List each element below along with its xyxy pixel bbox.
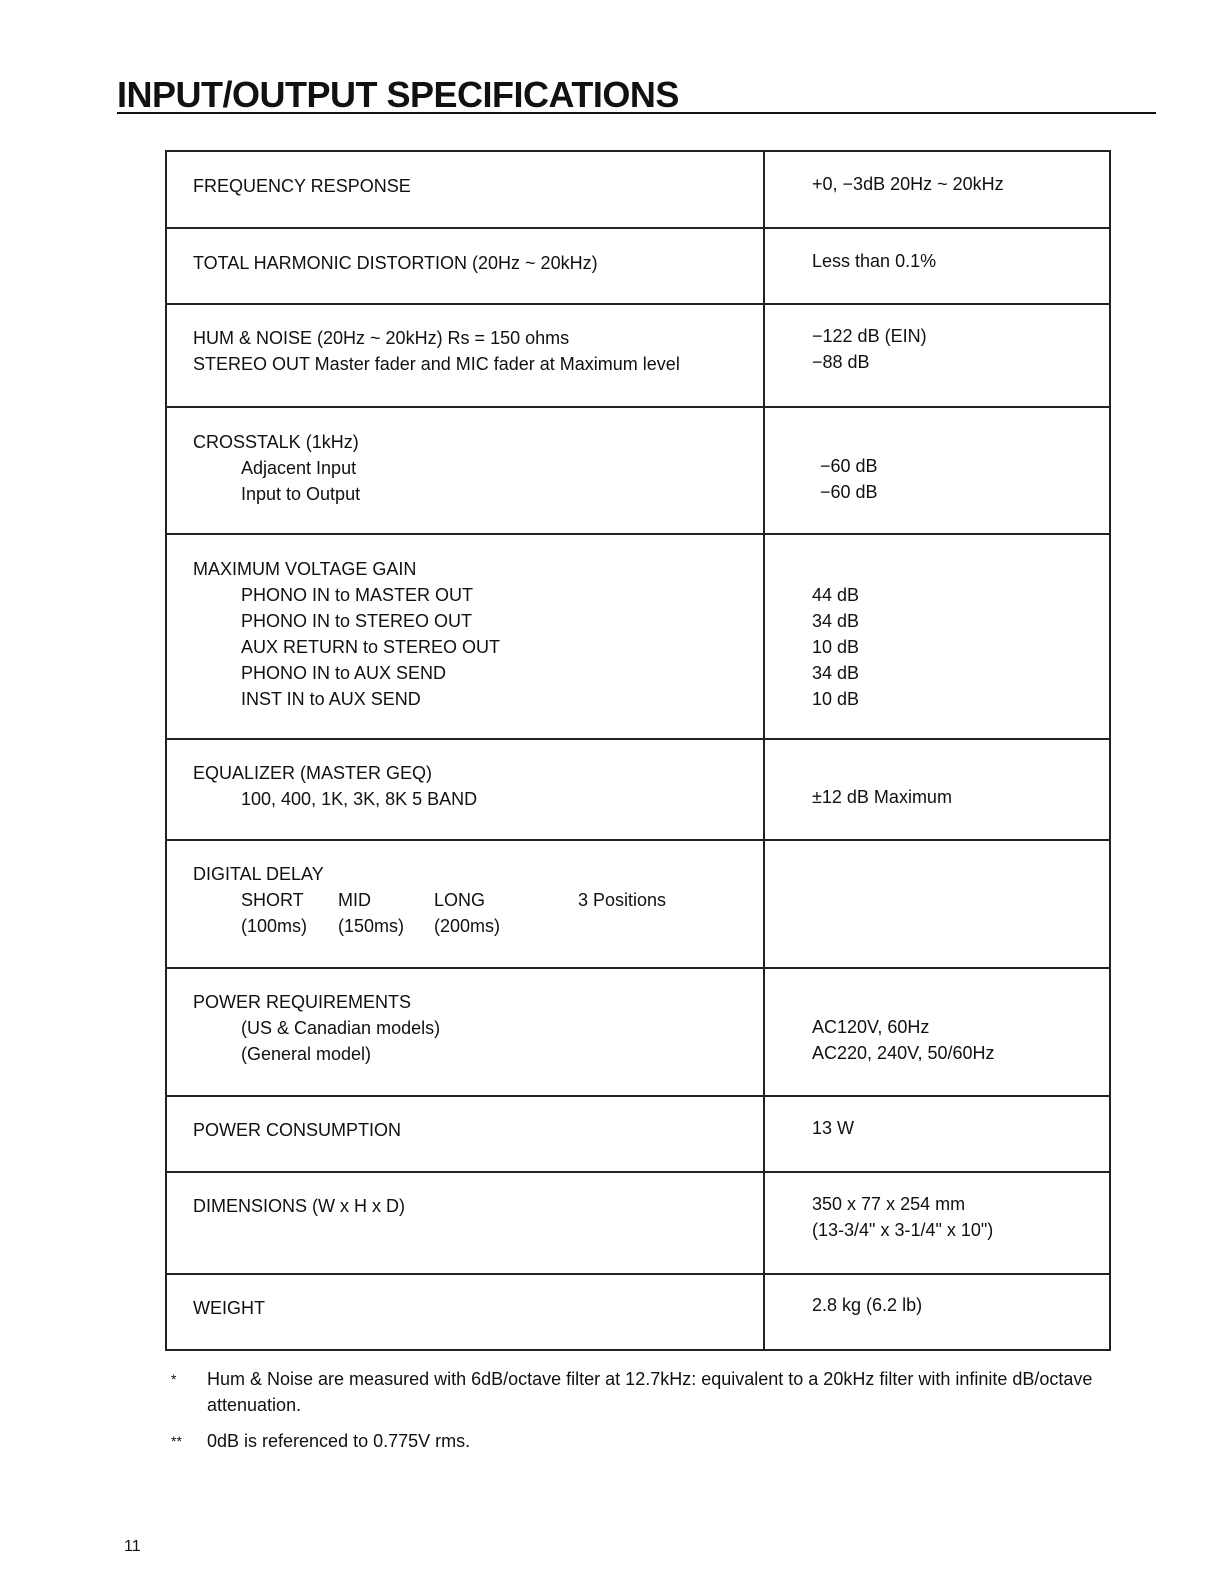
spec-label-line: Adjacent Input (241, 458, 357, 478)
page-number: 11 (124, 1538, 141, 1555)
footnote-mark: * (171, 1371, 177, 1387)
footnote (165, 1366, 1115, 1418)
spec-value (764, 1172, 1110, 1274)
table-row (166, 407, 1110, 534)
spec-value-line: 34 dB (812, 611, 860, 631)
delay-names-row (193, 887, 763, 913)
table-row (166, 968, 1110, 1096)
footnote-text: 0dB is referenced to 0.775V rms. (207, 1431, 471, 1451)
spec-label-line: HUM & NOISE (20Hz ~ 20kHz) Rs = 150 ohms (193, 328, 570, 348)
spec-label (166, 840, 764, 968)
spec-label-line: TOTAL HARMONIC DISTORTION (20Hz ~ 20kHz) (193, 253, 598, 273)
spec-value-line: 44 dB (812, 585, 860, 605)
spec-label (166, 228, 764, 304)
spec-label-line: STEREO OUT Master fader and MIC fader at Maximum level (193, 354, 680, 374)
table-row (166, 739, 1110, 840)
spec-value-line: −122 dB (EIN) (812, 326, 927, 346)
spec-value (764, 739, 1110, 840)
spec-label (166, 1096, 764, 1172)
spec-value-line: 350 x 77 x 254 mm (812, 1194, 966, 1214)
page-title: INPUT/OUTPUT SPECIFICATIONS (117, 74, 679, 115)
spec-value-line: AC120V, 60Hz (812, 1017, 930, 1037)
spec-label-line: (US & Canadian models) (241, 1018, 441, 1038)
table-row (166, 151, 1110, 228)
spec-label (166, 1274, 764, 1350)
spec-value-line: 2.8 kg (6.2 lb) (812, 1295, 923, 1315)
table-row (166, 1172, 1110, 1274)
spec-value (764, 968, 1110, 1096)
footnote-mark: ** (171, 1433, 182, 1449)
spec-value-line: (13-3/4" x 3-1/4" x 10") (812, 1220, 994, 1240)
spec-label-line: INST IN to AUX SEND (241, 689, 421, 709)
spec-label-line: EQUALIZER (MASTER GEQ) (193, 763, 433, 783)
spec-label (166, 968, 764, 1096)
spec-label-line: DIMENSIONS (W x H x D) (193, 1196, 405, 1216)
delay-time: (200ms) (434, 916, 501, 936)
spec-value (764, 151, 1110, 228)
spec-value-line: AC220, 240V, 50/60Hz (812, 1043, 995, 1063)
spec-value-line: 13 W (812, 1118, 855, 1138)
delay-times-row (193, 913, 763, 939)
spec-label-line: CROSSTALK (1kHz) (193, 432, 359, 452)
table-row (166, 534, 1110, 739)
spec-value-line: +0, −3dB 20Hz ~ 20kHz (812, 174, 1004, 194)
spec-label-line: PHONO IN to STEREO OUT (241, 611, 473, 631)
table-row (166, 1274, 1110, 1350)
spec-label-line: 100, 400, 1K, 3K, 8K 5 BAND (241, 789, 478, 809)
spec-label-line: Input to Output (241, 484, 361, 504)
delay-time: (150ms) (338, 916, 405, 936)
table-row (166, 304, 1110, 407)
spec-value-line: −60 dB (820, 456, 878, 476)
table-row (166, 840, 1110, 968)
title-underline (117, 112, 1156, 114)
footnotes (165, 1366, 1115, 1464)
spec-value-line: −88 dB (812, 352, 870, 372)
spec-value-line: −60 dB (820, 482, 878, 502)
footnote (165, 1428, 1115, 1454)
spec-label (166, 1172, 764, 1274)
spec-label (166, 151, 764, 228)
delay-name: SHORT (241, 890, 304, 910)
spec-label (166, 407, 764, 534)
spec-label-line: AUX RETURN to STEREO OUT (241, 637, 501, 657)
spec-label-line: (General model) (241, 1044, 372, 1064)
spec-label-line: POWER CONSUMPTION (193, 1120, 402, 1140)
spec-value (764, 1274, 1110, 1350)
spec-value (764, 407, 1110, 534)
delay-name: LONG (434, 890, 486, 910)
table-row (166, 1096, 1110, 1172)
spec-label-line: WEIGHT (193, 1298, 265, 1318)
delay-name: MID (338, 890, 371, 910)
footnote-text: Hum & Noise are measured with 6dB/octave filter at 12.7kHz: equivalent to a 20kHz filter with infinite dB/octave attenuation. (207, 1369, 1093, 1415)
spec-value (764, 534, 1110, 739)
spec-label-line: FREQUENCY RESPONSE (193, 176, 411, 196)
spec-label-line: DIGITAL DELAY (193, 864, 324, 884)
spec-value-line: 10 dB (812, 689, 860, 709)
spec-label-line: POWER REQUIREMENTS (193, 992, 412, 1012)
spec-value-line: 34 dB (812, 663, 860, 683)
spec-label-line: PHONO IN to MASTER OUT (241, 585, 474, 605)
table-row (166, 228, 1110, 304)
spec-label (166, 304, 764, 407)
spec-value (764, 1096, 1110, 1172)
spec-value (764, 228, 1110, 304)
spec-label-line: PHONO IN to AUX SEND (241, 663, 447, 683)
spec-label (166, 534, 764, 739)
spec-label-line: MAXIMUM VOLTAGE GAIN (193, 559, 417, 579)
spec-value-line: 10 dB (812, 637, 860, 657)
spec-table (165, 150, 1111, 1351)
spec-value (764, 840, 1110, 968)
spec-value (764, 304, 1110, 407)
spec-value-line: ±12 dB Maximum (812, 787, 952, 807)
spec-value-line: Less than 0.1% (812, 251, 937, 271)
delay-positions: 3 Positions (578, 890, 667, 910)
spec-label (166, 739, 764, 840)
delay-time: (100ms) (241, 916, 308, 936)
